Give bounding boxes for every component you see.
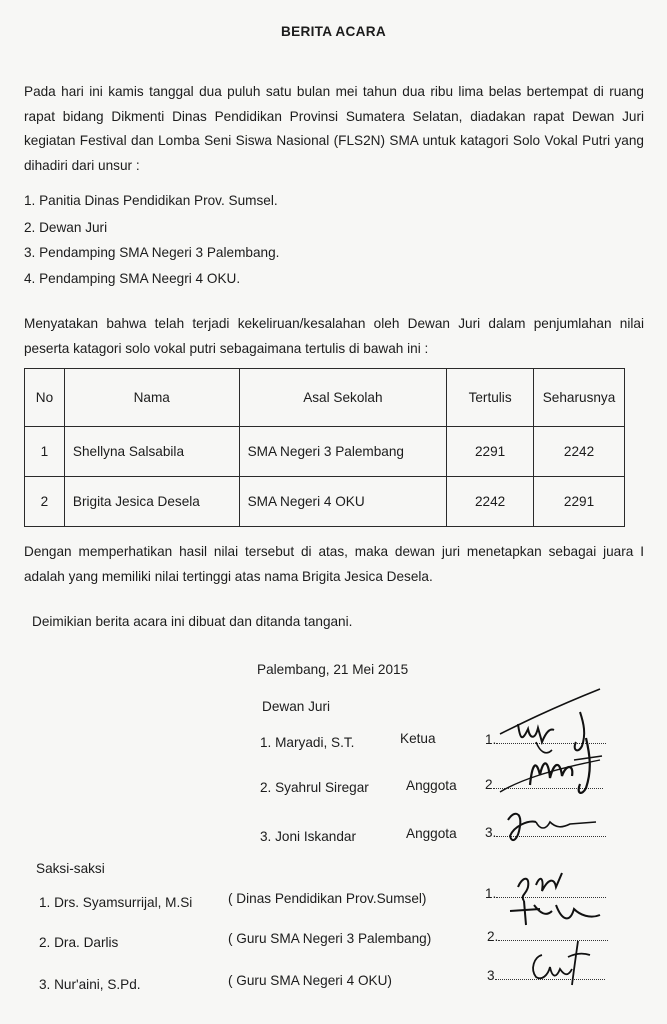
signature-syamsurrijal — [500, 865, 610, 930]
jury-member-role: Ketua — [400, 731, 436, 746]
cell-seharusnya: 2242 — [534, 427, 625, 477]
cell-no: 2 — [25, 477, 65, 527]
table-row — [25, 477, 625, 527]
witness-name: 1. Drs. Syamsurrijal, M.Si — [39, 895, 193, 910]
witness-organization: ( Dinas Pendidikan Prov.Sumsel) — [228, 891, 427, 906]
cell-no: 1 — [25, 427, 65, 477]
signature-line: 1. — [485, 886, 606, 901]
attendee-item: 3. Pendamping SMA Negeri 3 Palembang. — [24, 245, 280, 260]
signature-line: 1. — [485, 732, 606, 747]
cell-tertulis: 2291 — [447, 427, 534, 477]
attendee-item: 2. Dewan Juri — [24, 220, 108, 235]
cell-nama: Shellyna Salsabila — [64, 427, 239, 477]
jury-member-role: Anggota — [406, 826, 457, 841]
jury-member-name: 3. Joni Iskandar — [260, 829, 356, 844]
header-nama: Nama — [64, 369, 239, 427]
signature-line: 2. — [487, 929, 608, 944]
witness-name: 2. Dra. Darlis — [39, 935, 119, 950]
jury-member-name: 1. Maryadi, S.T. — [260, 735, 355, 750]
document-title: BERITA ACARA — [280, 24, 387, 39]
header-tertulis: Tertulis — [447, 369, 534, 427]
cell-nama: Brigita Jesica Desela — [64, 477, 239, 527]
signature-line: 2 — [485, 777, 603, 792]
jury-member-name: 2. Syahrul Siregar — [260, 780, 369, 795]
signature-line: 3 — [487, 968, 605, 983]
cell-tertulis: 2242 — [447, 477, 534, 527]
witness-organization: ( Guru SMA Negeri 4 OKU) — [228, 973, 392, 988]
attendee-item: 1. Panitia Dinas Pendidikan Prov. Sumsel. — [24, 193, 278, 208]
place-date: Palembang, 21 Mei 2015 — [257, 662, 409, 677]
statement-paragraph: Menyatakan bahwa telah terjadi kekeliruan/kesalahan oleh Dewan Juri dalam penjumlahan nilai peserta katagori solo vokal putri sebagaimana tertulis di bawah ini : — [24, 316, 644, 356]
table-header-row — [25, 369, 625, 427]
score-table — [24, 368, 625, 527]
witness-heading: Saksi-saksi — [36, 861, 105, 876]
table-row — [25, 427, 625, 477]
signature-syahrul — [490, 730, 620, 805]
header-no: No — [25, 369, 65, 427]
closing-paragraph: Deimikian berita acara ini dibuat dan ditanda tangani. — [32, 614, 353, 629]
jury-member-role: Anggota — [406, 778, 457, 793]
witness-name: 3. Nur'aini, S.Pd. — [39, 977, 141, 992]
decision-paragraph: Dengan memperhatikan hasil nilai tersebut di atas, maka dewan juri menetapkan sebagai juara I adalah yang memiliki nilai tertinggi atas nama Brigita Jesica Desela. — [24, 544, 644, 584]
opening-paragraph: Pada hari ini kamis tanggal dua puluh satu bulan mei tahun dua ribu lima belas bertempat di ruang rapat bidang Dikmenti Dinas Pendidikan Provinsi Sumatera Selatan, diadakan rapat Dewan Juri kegiatan Festival dan Lomba Seni Siswa Nasional (FLS2N) SMA untuk katagori Solo Vokal Putri yang dihadiri dari unsur : — [24, 84, 644, 173]
signature-joni — [500, 800, 610, 850]
witness-organization: ( Guru SMA Negeri 3 Palembang) — [228, 931, 432, 946]
signature-line: 3. — [485, 825, 606, 840]
signature-nuraini — [520, 935, 600, 990]
jury-heading: Dewan Juri — [262, 699, 330, 714]
cell-asal-sekolah: SMA Negeri 4 OKU — [239, 477, 447, 527]
header-asal-sekolah: Asal Sekolah — [239, 369, 447, 427]
cell-asal-sekolah: SMA Negeri 3 Palembang — [239, 427, 447, 477]
attendee-item: 4. Pendamping SMA Neegri 4 OKU. — [24, 271, 241, 286]
cell-seharusnya: 2291 — [534, 477, 625, 527]
header-seharusnya: Seharusnya — [534, 369, 625, 427]
